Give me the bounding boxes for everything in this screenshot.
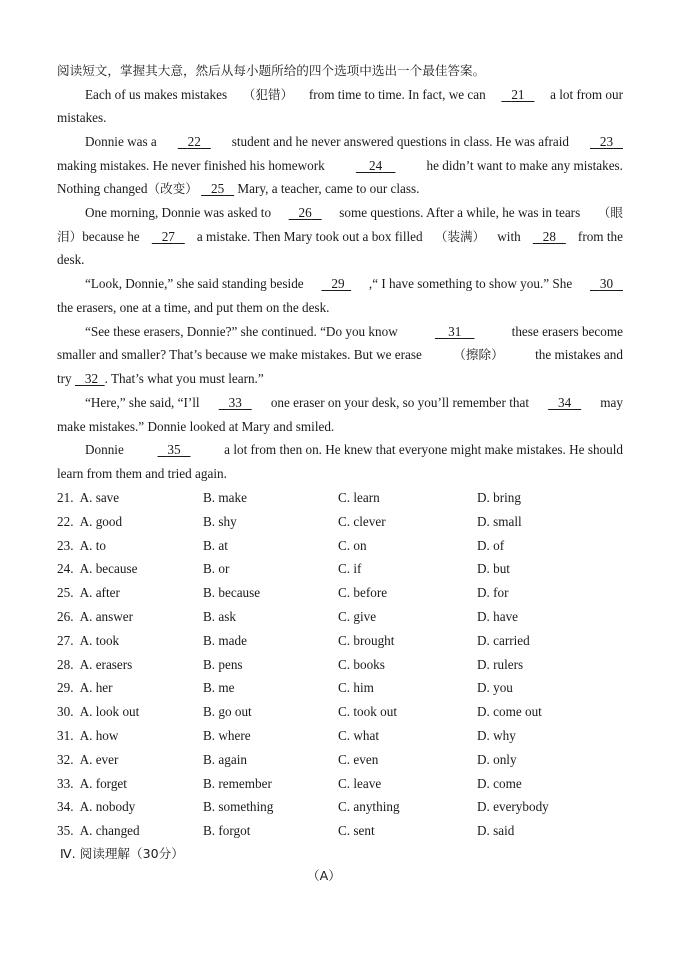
option-b[interactable]: B. pens [203, 656, 243, 672]
question-number: 27. [57, 632, 74, 648]
option-a[interactable] [57, 632, 119, 650]
passage-text: （改变） [147, 181, 198, 196]
passage-text: because he [82, 229, 140, 244]
option-c[interactable]: C. before [338, 585, 388, 601]
option-row [57, 608, 623, 626]
option-b[interactable]: B. forgot [203, 823, 251, 839]
passage-line [85, 204, 623, 222]
passage-text: the erasers, one at a time, and put them on the desk. [57, 300, 330, 315]
passage-text: some questions. After a while, he was in tears [339, 205, 581, 220]
option-b[interactable]: B. made [203, 632, 247, 648]
option-row [57, 798, 623, 816]
option-a[interactable] [57, 679, 113, 697]
passage-text: smaller and smaller? That’s because we make mistakes. But we erase [57, 347, 422, 362]
option-text: A. her [79, 680, 113, 696]
option-row [57, 751, 623, 769]
option-row [57, 679, 623, 697]
option-a[interactable] [57, 608, 133, 626]
passage-line [57, 157, 623, 175]
option-c[interactable]: C. took out [338, 704, 397, 720]
blank-27: 27 [161, 229, 175, 244]
passage-text: （犯错） [242, 87, 294, 102]
passage-text: （眼 [597, 205, 623, 220]
question-number: 33. [57, 775, 74, 791]
option-a[interactable] [57, 727, 118, 745]
option-c[interactable]: C. books [338, 656, 385, 672]
option-b[interactable]: B. because [203, 585, 261, 601]
option-c[interactable]: C. brought [338, 632, 395, 648]
option-text: A. how [79, 728, 119, 743]
passage-line [85, 441, 623, 459]
passage-line [57, 180, 419, 198]
option-c[interactable]: C. anything [338, 799, 400, 815]
option-row [57, 489, 623, 507]
option-a[interactable] [57, 513, 122, 531]
passage-text: mistakes. [57, 110, 107, 125]
option-d[interactable]: D. said [477, 823, 515, 839]
option-text: A. because [79, 561, 138, 577]
option-b[interactable]: B. make [203, 490, 247, 505]
passage-text: with [497, 229, 521, 244]
option-c[interactable]: C. what [338, 728, 380, 743]
question-number: 34. [57, 799, 74, 815]
passage-text: （擦除） [453, 347, 504, 362]
option-text: A. save [79, 490, 120, 505]
question-number: 32. [57, 751, 74, 767]
option-d[interactable]: D. everybody [477, 799, 549, 815]
section-heading: Ⅳ. 阅读理解（30分） [60, 846, 184, 861]
option-b[interactable]: B. again [203, 751, 247, 767]
option-a[interactable] [57, 560, 137, 578]
passage-text: Mary, a teacher, came to our class. [237, 181, 420, 196]
option-c[interactable]: C. learn [338, 490, 380, 505]
option-b[interactable]: B. me [203, 680, 235, 696]
option-c[interactable]: C. clever [338, 513, 386, 529]
blank-30: 30 [599, 276, 614, 291]
blank-29: 29 [331, 276, 345, 291]
option-d[interactable]: D. only [477, 751, 517, 767]
blank-28: 28 [542, 229, 556, 244]
option-text: A. nobody [79, 799, 136, 815]
passage-text: student and he never answered questions in class. He was afraid [231, 134, 570, 149]
passage-line [85, 86, 623, 104]
option-d[interactable]: D. why [477, 728, 516, 743]
option-row [57, 727, 623, 745]
option-c[interactable]: C. leave [338, 775, 382, 791]
passage-line [85, 133, 623, 151]
option-text: A. forget [79, 775, 127, 791]
question-number: 28. [57, 656, 74, 672]
option-row [57, 656, 623, 674]
option-b[interactable]: B. go out [203, 704, 252, 720]
option-a[interactable] [57, 798, 135, 816]
passage-text: （装满） [434, 229, 486, 244]
blank-26: 26 [298, 205, 312, 220]
passage-text: from time to time. In fact, we can [308, 87, 486, 102]
option-row [57, 632, 623, 650]
option-b[interactable]: B. remember [203, 775, 272, 791]
option-text: A. ever [79, 751, 119, 767]
passage-text: these erasers become [511, 324, 623, 339]
blank-35: 35 [167, 442, 181, 457]
passage-text: a lot from then on. He knew that everyone might make mistakes. He should [224, 442, 623, 457]
option-text: A. erasers [79, 656, 133, 672]
blank-21: 21 [511, 87, 525, 102]
option-b[interactable]: B. something [203, 799, 274, 815]
option-d[interactable]: D. rulers [477, 656, 524, 672]
option-d[interactable]: D. come out [477, 704, 542, 720]
option-a[interactable] [57, 822, 140, 840]
blank-24: 24 [369, 158, 383, 173]
option-d[interactable]: D. of [477, 537, 505, 553]
option-c[interactable]: C. sent [338, 823, 375, 839]
option-c[interactable]: C. him [338, 680, 374, 696]
question-number: 22. [57, 513, 74, 529]
option-a[interactable] [57, 656, 132, 674]
option-b[interactable]: B. shy [203, 513, 237, 529]
option-d[interactable]: D. for [477, 585, 509, 601]
passage-text: making mistakes. He never finished his homework [57, 158, 325, 173]
passage-text: learn from them and tried again. [57, 466, 227, 481]
passage-line [57, 370, 264, 388]
option-a[interactable] [57, 703, 139, 721]
question-number: 26. [57, 609, 74, 624]
blank-23: 23 [599, 134, 614, 149]
option-text: A. answer [79, 609, 134, 624]
passage-line [57, 346, 623, 364]
blank-22: 22 [187, 134, 201, 149]
passage-text: a mistake. Then Mary took out a box filled [196, 229, 423, 244]
option-text: A. look out [79, 704, 140, 720]
passage-text: Donnie [85, 442, 124, 457]
option-text: A. to [79, 537, 106, 553]
blank-34: 34 [558, 395, 572, 410]
question-number: 31. [57, 728, 74, 743]
option-row [57, 775, 623, 793]
option-row [57, 513, 623, 531]
question-number: 21. [57, 490, 74, 505]
option-c[interactable]: C. even [338, 751, 379, 767]
passage-text: 泪） [57, 229, 83, 244]
passage-text: One morning, Donnie was asked to [85, 205, 272, 220]
passage-text: Nothing changed [57, 181, 148, 196]
option-b[interactable]: B. ask [203, 609, 236, 624]
option-b[interactable]: B. or [203, 561, 230, 577]
passage-text: the mistakes and [535, 347, 623, 362]
passage-text: . That’s what you must learn.” [104, 371, 264, 386]
option-a[interactable] [57, 584, 120, 602]
blank-25: 25 [211, 181, 225, 196]
option-a[interactable] [57, 751, 118, 769]
question-number: 35. [57, 823, 74, 839]
question-number: 29. [57, 680, 74, 696]
passage-text: desk. [57, 252, 85, 267]
question-number: 30. [57, 704, 74, 720]
passage-text: make mistakes.” Donnie looked at Mary and smiled. [57, 419, 335, 434]
passage-text: try [57, 371, 72, 386]
passage-text: from the [577, 229, 623, 244]
option-text: A. after [79, 585, 120, 601]
passage-text: “Here,” she said, “I’ll [85, 395, 200, 410]
passage-text: “See these erasers, Donnie?” she continued. “Do you know [85, 324, 398, 339]
instruction-text: 阅读短文，掌握其大意，然后从每小题所给的四个选项中选出一个最佳答案。 [57, 63, 486, 78]
option-row [57, 703, 623, 721]
passage-text: one eraser on your desk, so you’ll remember that [270, 395, 530, 410]
option-b[interactable]: B. where [203, 728, 251, 743]
option-b[interactable]: B. at [203, 537, 228, 553]
option-c[interactable]: C. give [338, 609, 377, 624]
option-d[interactable]: D. bring [477, 490, 521, 505]
passage-line [85, 275, 623, 293]
passage-line [85, 394, 623, 412]
question-number: 23. [57, 537, 74, 553]
option-row [57, 560, 623, 578]
option-row [57, 822, 623, 840]
passage-text: “Look, Donnie,” she said standing beside [85, 276, 304, 291]
passage-text: ,“ I have something to show you.” She [368, 276, 573, 291]
passage-text: a lot from our [550, 87, 623, 102]
subsection-label: （A） [307, 868, 341, 883]
option-text: A. good [79, 513, 123, 529]
option-c[interactable]: C. on [338, 537, 367, 553]
option-a[interactable] [57, 775, 127, 793]
option-d[interactable]: D. carried [477, 632, 530, 648]
option-row [57, 537, 623, 555]
passage-text: he didn’t want to make any mistakes. [426, 158, 623, 173]
passage-line [57, 228, 623, 246]
question-number: 24. [57, 561, 74, 577]
passage-line [85, 323, 623, 341]
option-a[interactable] [57, 489, 119, 507]
option-text: A. took [79, 632, 120, 648]
option-d[interactable]: D. but [477, 561, 510, 577]
blank-33: 33 [228, 395, 242, 410]
passage-text: Donnie was a [85, 134, 157, 149]
option-d[interactable]: D. you [477, 680, 513, 696]
option-d[interactable]: D. small [477, 513, 522, 529]
passage-text: Each of us makes mistakes [85, 87, 228, 102]
option-a[interactable] [57, 537, 106, 555]
question-number: 25. [57, 585, 74, 601]
option-text: A. changed [79, 823, 140, 839]
option-d[interactable]: D. have [477, 609, 519, 624]
option-c[interactable]: C. if [338, 561, 362, 577]
blank-32: 32 [84, 371, 99, 386]
option-d[interactable]: D. come [477, 775, 522, 791]
blank-31: 31 [448, 324, 462, 339]
option-row [57, 584, 623, 602]
passage-text: may [600, 395, 623, 410]
